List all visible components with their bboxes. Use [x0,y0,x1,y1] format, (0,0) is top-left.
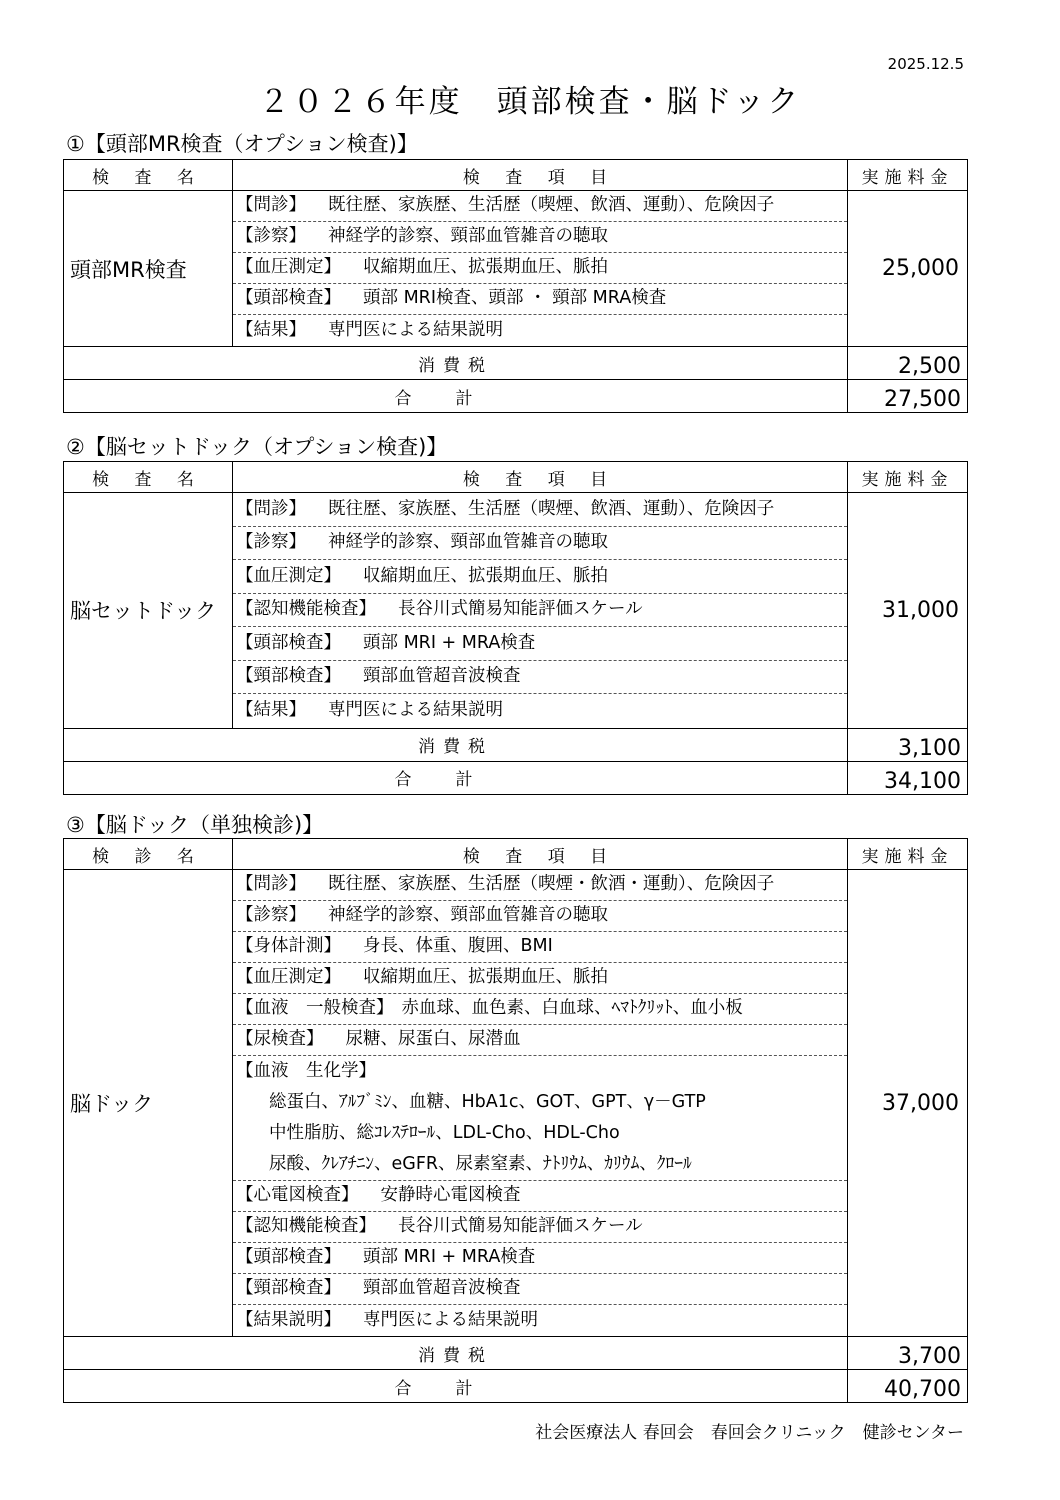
item-sub-line: 尿酸、ｸﾚｱﾁﾆﾝ、eGFR、尿素窒素、ﾅﾄﾘｳﾑ、ｶﾘｳﾑ、ｸﾛｰﾙ [269,1153,692,1174]
exam-name: 頭部MR検査 [64,191,233,347]
item-sub-line: 総蛋白、ｱﾙﾌﾞﾐﾝ、血糖、HbA1c、GOT、GPT、γ－GTP [269,1091,706,1112]
section-title: ③【脳ドック（単独検診)】 [66,813,324,837]
item-category: 【診察】 [236,532,306,552]
tax-label: 消費税 [64,347,848,380]
exam-items [233,493,848,729]
table-header-row [64,160,968,191]
item-detail: 神経学的診察、頸部血管雑音の聴取 [328,905,608,926]
tax-row [64,1337,968,1370]
header-exam-name: 検 査 名 [64,462,233,493]
item-category: 【認知機能検査】 [236,599,376,619]
total-label: 合計 [64,380,848,413]
item-detail: 頭部 MRI + MRA検査 [363,1247,536,1268]
exam-item [233,870,847,901]
exam-item [233,963,847,994]
exam-item [233,994,847,1025]
item-category: 【問診】 [236,874,306,895]
exam-item [233,1305,847,1336]
item-detail: 既往歴、家族歴、生活歴（喫煙・飲酒・運動）、危険因子 [328,874,775,895]
table-header-row [64,462,968,493]
exam-item [233,932,847,963]
item-detail: 赤血球、血色素、白血球、ﾍﾏﾄｸﾘｯﾄ、血小板 [401,998,743,1019]
item-detail: 頭部 MRI検査、頭部 ・ 頸部 MRA検査 [363,288,667,309]
exam-item [233,493,847,527]
item-category: 【血圧測定】 [236,967,341,988]
header-exam-name: 検 査 名 [64,160,233,191]
exam-items [233,191,848,347]
item-category: 【頸部検査】 [236,1278,341,1299]
item-category: 【血液 一般検査】 [236,998,394,1019]
item-category: 【診察】 [236,226,306,247]
exam-item [233,901,847,932]
item-detail: 既往歴、家族歴、生活歴（喫煙、飲酒、運動）、危険因子 [328,195,775,216]
item-category: 【尿検査】 [236,1029,324,1050]
section-head-mr [63,159,967,413]
item-detail: 頸部血管超音波検査 [363,666,521,686]
item-detail: 専門医による結果説明 [328,700,503,720]
total-value: 27,500 [848,380,968,413]
total-value: 34,100 [848,761,968,794]
table-header-row [64,839,968,870]
item-category: 【心電図検査】 [236,1185,359,1206]
exam-item [233,222,847,253]
total-row [64,380,968,413]
item-detail: 長谷川式簡易知能評価スケール [398,599,643,619]
exam-name: 脳ドック [64,870,233,1337]
exam-item [233,315,847,346]
tax-row [64,347,968,380]
exam-item [233,1212,847,1243]
exam-item [233,594,847,628]
item-detail: 安静時心電図検査 [380,1185,521,1206]
tax-value: 3,100 [848,728,968,761]
item-category: 【頭部検査】 [236,1247,341,1268]
exam-price: 37,000 [848,870,968,1337]
exam-item [233,284,847,315]
exam-row [64,493,968,729]
item-detail: 頭部 MRI + MRA検査 [363,632,536,653]
exam-item [233,1025,847,1056]
item-sub-line: 中性脂肪、総ｺﾚｽﾃﾛｰﾙ、LDL-Cho、HDL-Cho [269,1122,620,1143]
item-detail: 身長、体重、腹囲、BMI [363,936,553,957]
price-table [63,838,968,1403]
item-detail: 神経学的診察、頸部血管雑音の聴取 [328,532,608,552]
item-detail: 収縮期血圧、拡張期血圧、脈拍 [363,257,608,278]
exam-item [233,1181,847,1212]
total-row [64,1370,968,1403]
header-exam-items: 検 査 項 目 [233,160,848,191]
total-value: 40,700 [848,1370,968,1403]
total-row [64,761,968,794]
section-title: ②【脳セットドック（オプション検査)】 [66,435,448,459]
exam-item [233,560,847,594]
page-title: ２０２６年度 頭部検査・脳ドック [258,84,802,120]
section-title: ①【頭部MR検査（オプション検査)】 [66,132,418,156]
exam-price: 31,000 [848,493,968,729]
header-price: 実施料金 [848,839,968,870]
exam-row [64,870,968,1337]
item-detail: 収縮期血圧、拡張期血圧、脈拍 [363,967,608,988]
header-price: 実施料金 [848,462,968,493]
header-price: 実施料金 [848,160,968,191]
item-detail: 既往歴、家族歴、生活歴（喫煙、飲酒、運動）、危険因子 [328,498,775,519]
header-exam-items: 検 査 項 目 [233,462,848,493]
item-category: 【診察】 [236,905,306,926]
total-label: 合計 [64,1370,848,1403]
tax-label: 消費税 [64,1337,848,1370]
exam-row [64,191,968,347]
item-category: 【問診】 [236,195,306,216]
item-detail: 専門医による結果説明 [328,319,503,340]
item-category: 【問診】 [236,498,306,519]
exam-item [233,694,847,728]
item-category: 【血圧測定】 [236,565,341,586]
item-detail: 専門医による結果説明 [363,1309,538,1330]
tax-row [64,728,968,761]
exam-name: 脳セットドック [64,493,233,729]
document-date: 2025.12.5 [887,55,964,73]
exam-item-biochemistry [233,1056,847,1181]
header-exam-items: 検 査 項 目 [233,839,848,870]
price-table [63,159,968,413]
tax-value: 2,500 [848,347,968,380]
exam-item [233,627,847,661]
item-category: 【頸部検査】 [236,666,341,686]
header-exam-name: 検 診 名 [64,839,233,870]
exam-item [233,1274,847,1305]
exam-item [233,191,847,222]
item-detail: 収縮期血圧、拡張期血圧、脈拍 [363,565,608,586]
item-category: 【頭部検査】 [236,632,341,653]
item-category: 【認知機能検査】 [236,1216,376,1237]
exam-item [233,527,847,561]
item-category: 【結果】 [236,700,306,720]
exam-item [233,253,847,284]
exam-items [233,870,848,1337]
item-category: 【結果】 [236,319,306,340]
item-category: 【血圧測定】 [236,257,341,278]
item-category: 【頭部検査】 [236,288,341,309]
item-category: 【身体計測】 [236,936,341,957]
exam-price: 25,000 [848,191,968,347]
item-category: 【結果説明】 [236,1309,341,1330]
organization-footer: 社会医療法人 春回会 春回会クリニック 健診センター [535,1423,964,1443]
item-detail: 尿糖、尿蛋白、尿潜血 [345,1029,521,1050]
exam-item [233,1243,847,1274]
item-detail: 神経学的診察、頸部血管雑音の聴取 [328,226,608,247]
item-detail: 長谷川式簡易知能評価スケール [398,1216,643,1237]
item-detail: 頸部血管超音波検査 [363,1278,521,1299]
item-category: 【血液 生化学】 [236,1060,376,1081]
section-brain-dock [63,838,967,1403]
total-label: 合計 [64,761,848,794]
section-brain-set-dock [63,461,967,795]
exam-item [233,661,847,695]
price-table [63,461,968,795]
tax-value: 3,700 [848,1337,968,1370]
tax-label: 消費税 [64,728,848,761]
